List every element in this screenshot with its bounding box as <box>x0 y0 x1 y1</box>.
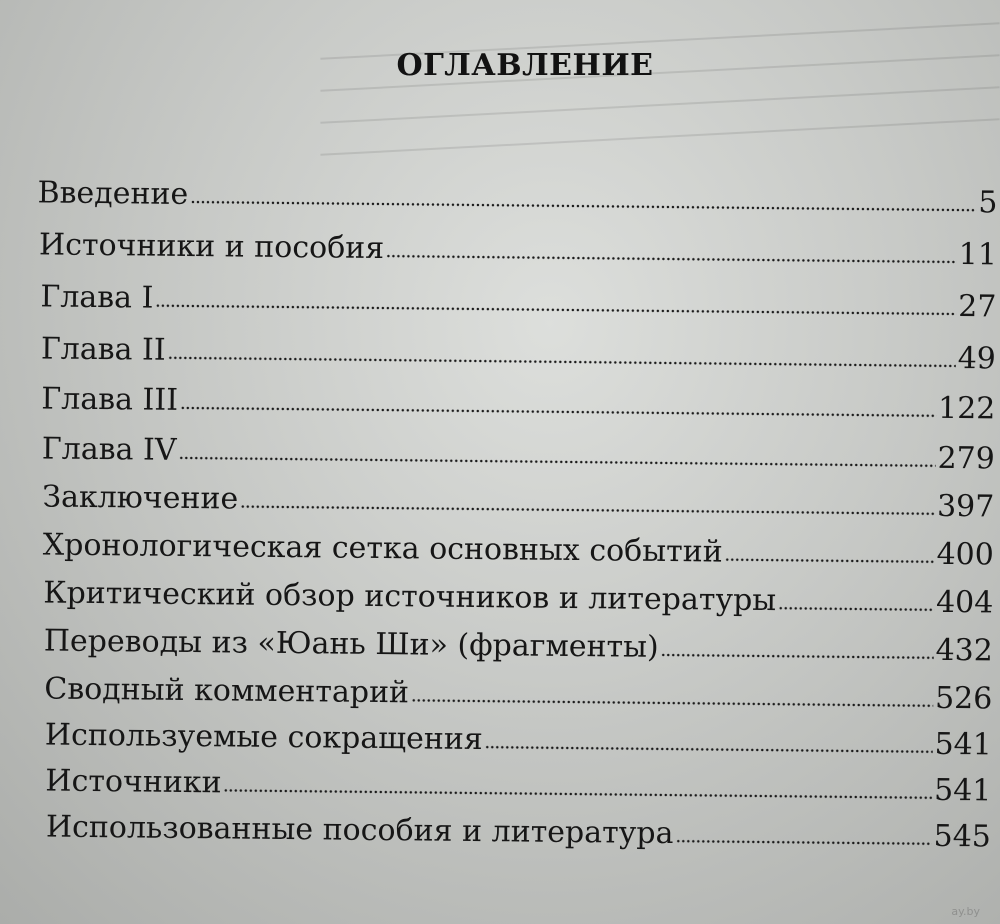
dot-leader <box>180 406 936 418</box>
dot-leader <box>661 653 934 660</box>
toc-entry-page: 404 <box>935 584 994 621</box>
toc-entry-label: Сводный комментарий <box>44 671 410 711</box>
toc-entry <box>41 368 996 427</box>
toc-entry-label: Глава IV <box>41 431 177 468</box>
toc-entry-page: 545 <box>933 818 992 855</box>
toc-entry-page: 432 <box>935 632 993 669</box>
toc-entry-page: 49 <box>957 341 997 377</box>
dot-leader <box>223 788 932 799</box>
toc-entry-page: 11 <box>958 237 998 273</box>
dot-leader <box>386 254 957 264</box>
toc-entry <box>41 418 996 477</box>
toc-entry-label: Хронологическая сетка основных событий <box>42 527 723 570</box>
toc-entry-label: Источники <box>45 763 222 801</box>
toc-entry <box>42 466 995 525</box>
toc-entry-label: Заключение <box>42 479 239 517</box>
toc-entry-label: Критический обзор источников и литературы <box>43 575 777 619</box>
dot-leader <box>178 456 935 468</box>
toc-entry-label: Источники и пособия <box>38 227 385 267</box>
dot-leader <box>485 745 933 754</box>
dot-leader <box>725 558 935 564</box>
toc-entry-page: 5 <box>978 185 998 221</box>
dot-leader <box>190 200 976 212</box>
toc-entry-page: 526 <box>934 680 993 717</box>
toc-entry-label: Глава II <box>40 331 166 368</box>
toc-entry-page: 27 <box>958 289 997 325</box>
toc-entry-page: 397 <box>936 488 995 525</box>
toc-entry-label: Переводы из «Юань Ши» (фрагменты) <box>43 623 659 665</box>
dot-leader <box>168 356 956 368</box>
toc-entry-page: 279 <box>937 440 996 477</box>
toc-entry-label: Использованные пособия и литература <box>45 809 674 852</box>
dot-leader <box>240 505 935 516</box>
toc-entry-page: 541 <box>934 726 993 763</box>
toc-entry-page: 122 <box>937 390 996 427</box>
toc-entry-label: Введение <box>37 175 189 212</box>
toc-entry-label: Глава III <box>41 381 179 418</box>
dot-leader <box>155 304 956 316</box>
dot-leader <box>778 606 934 612</box>
toc-entry <box>37 162 998 221</box>
watermark: ay.by <box>951 905 980 918</box>
toc-entry <box>40 266 997 325</box>
toc-entry <box>38 214 998 273</box>
dot-leader <box>675 839 931 846</box>
page-title: ОГЛАВЛЕНИЕ <box>396 48 654 83</box>
toc-entry <box>43 610 993 669</box>
toc-entry-page: 541 <box>933 772 992 809</box>
toc-entry-label: Глава I <box>40 279 154 316</box>
table-of-contents <box>0 150 1000 860</box>
toc-entry <box>46 797 991 853</box>
toc-entry <box>40 318 997 377</box>
toc-entry-label: Используемые сокращения <box>44 717 483 758</box>
toc-entry <box>43 562 994 621</box>
dot-leader <box>411 698 933 707</box>
toc-entry-page: 400 <box>936 536 994 573</box>
toc-entry <box>42 514 994 573</box>
